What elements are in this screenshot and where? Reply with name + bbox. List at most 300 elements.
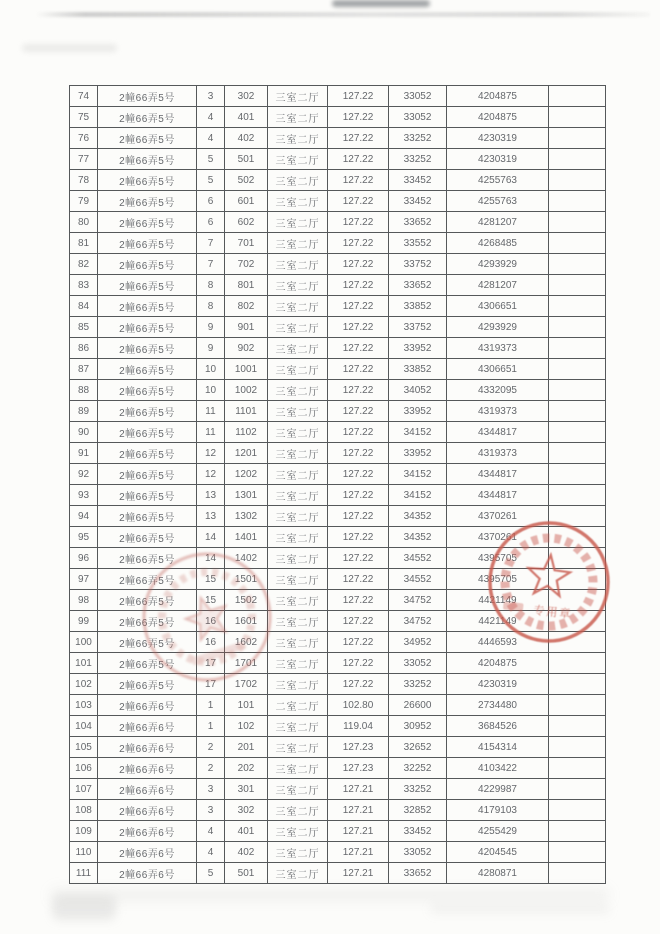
cell-unit-price: 30952	[389, 716, 447, 737]
cell-unit-address: 2幢66弄6号	[98, 821, 197, 842]
cell-total-price: 4229987	[447, 779, 549, 800]
cell-total-price: 4319373	[447, 443, 549, 464]
cell-room-number: 801	[225, 275, 268, 296]
cell-unit-price: 32252	[389, 758, 447, 779]
scan-bottom-mark	[430, 904, 610, 914]
cell-room-number: 1001	[225, 359, 268, 380]
cell-serial: 106	[70, 758, 98, 779]
cell-unit-price: 33752	[389, 317, 447, 338]
cell-remark	[549, 380, 606, 401]
table-row	[70, 128, 606, 149]
cell-floor: 15	[197, 590, 225, 611]
cell-unit-price: 34752	[389, 611, 447, 632]
cell-layout: 三室二厅	[268, 86, 328, 107]
cell-floor: 1	[197, 716, 225, 737]
cell-remark	[549, 506, 606, 527]
cell-remark	[549, 758, 606, 779]
cell-area-sqm: 127.22	[328, 86, 389, 107]
cell-total-price: 4255429	[447, 821, 549, 842]
cell-room-number: 1702	[225, 674, 268, 695]
cell-unit-price: 33052	[389, 653, 447, 674]
cell-total-price: 4293929	[447, 254, 549, 275]
cell-area-sqm: 127.21	[328, 821, 389, 842]
cell-serial: 74	[70, 86, 98, 107]
cell-remark	[549, 275, 606, 296]
cell-unit-address: 2幢66弄5号	[98, 107, 197, 128]
cell-floor: 8	[197, 296, 225, 317]
cell-serial: 89	[70, 401, 98, 422]
cell-serial: 105	[70, 737, 98, 758]
cell-room-number: 1601	[225, 611, 268, 632]
cell-unit-address: 2幢66弄5号	[98, 275, 197, 296]
cell-total-price: 4154314	[447, 737, 549, 758]
cell-serial: 111	[70, 863, 98, 884]
cell-unit-price: 32652	[389, 737, 447, 758]
cell-unit-price: 33452	[389, 821, 447, 842]
cell-floor: 7	[197, 233, 225, 254]
cell-room-number: 301	[225, 779, 268, 800]
cell-remark	[549, 401, 606, 422]
cell-layout: 三室二厅	[268, 548, 328, 569]
cell-layout: 三室二厅	[268, 128, 328, 149]
cell-room-number: 602	[225, 212, 268, 233]
cell-unit-price: 33252	[389, 128, 447, 149]
table-row	[70, 443, 606, 464]
cell-unit-price: 33952	[389, 338, 447, 359]
table-row	[70, 842, 606, 863]
cell-serial: 83	[70, 275, 98, 296]
cell-total-price: 4370261	[447, 506, 549, 527]
cell-room-number: 401	[225, 107, 268, 128]
cell-unit-address: 2幢66弄6号	[98, 737, 197, 758]
cell-layout: 三室二厅	[268, 842, 328, 863]
table-row	[70, 695, 606, 716]
cell-layout: 三室二厅	[268, 653, 328, 674]
cell-unit-address: 2幢66弄5号	[98, 548, 197, 569]
cell-floor: 5	[197, 170, 225, 191]
cell-total-price: 4230319	[447, 128, 549, 149]
cell-total-price: 3684526	[447, 716, 549, 737]
cell-serial: 96	[70, 548, 98, 569]
cell-room-number: 302	[225, 800, 268, 821]
cell-serial: 104	[70, 716, 98, 737]
scan-top-smudge	[332, 0, 430, 7]
cell-unit-price: 33952	[389, 443, 447, 464]
cell-area-sqm: 127.22	[328, 611, 389, 632]
cell-unit-address: 2幢66弄5号	[98, 485, 197, 506]
cell-serial: 101	[70, 653, 98, 674]
cell-layout: 三室二厅	[268, 233, 328, 254]
cell-floor: 13	[197, 485, 225, 506]
cell-serial: 79	[70, 191, 98, 212]
cell-unit-address: 2幢66弄5号	[98, 170, 197, 191]
cell-total-price: 4319373	[447, 401, 549, 422]
cell-area-sqm: 127.22	[328, 296, 389, 317]
cell-unit-address: 2幢66弄5号	[98, 422, 197, 443]
cell-remark	[549, 212, 606, 233]
cell-remark	[549, 737, 606, 758]
cell-room-number: 202	[225, 758, 268, 779]
cell-unit-price: 34152	[389, 464, 447, 485]
cell-total-price: 4344817	[447, 485, 549, 506]
cell-floor: 16	[197, 611, 225, 632]
cell-floor: 2	[197, 758, 225, 779]
cell-area-sqm: 127.23	[328, 737, 389, 758]
cell-layout: 三室二厅	[268, 821, 328, 842]
cell-unit-address: 2幢66弄5号	[98, 590, 197, 611]
cell-serial: 110	[70, 842, 98, 863]
table-row	[70, 800, 606, 821]
cell-area-sqm: 127.22	[328, 359, 389, 380]
table-row	[70, 401, 606, 422]
cell-unit-price: 34152	[389, 485, 447, 506]
cell-remark	[549, 338, 606, 359]
cell-floor: 6	[197, 191, 225, 212]
cell-total-price: 4268485	[447, 233, 549, 254]
cell-area-sqm: 127.22	[328, 548, 389, 569]
cell-total-price: 4103422	[447, 758, 549, 779]
table-row	[70, 338, 606, 359]
table-row	[70, 317, 606, 338]
cell-floor: 6	[197, 212, 225, 233]
cell-total-price: 4306651	[447, 296, 549, 317]
cell-total-price: 4306651	[447, 359, 549, 380]
cell-floor: 4	[197, 842, 225, 863]
cell-remark	[549, 359, 606, 380]
table-row	[70, 737, 606, 758]
cell-remark	[549, 695, 606, 716]
cell-unit-address: 2幢66弄5号	[98, 569, 197, 590]
cell-unit-address: 2幢66弄5号	[98, 653, 197, 674]
cell-layout: 三室二厅	[268, 590, 328, 611]
table-row	[70, 254, 606, 275]
cell-serial: 94	[70, 506, 98, 527]
cell-floor: 5	[197, 149, 225, 170]
cell-remark	[549, 821, 606, 842]
cell-unit-price: 34552	[389, 569, 447, 590]
cell-layout: 三室二厅	[268, 443, 328, 464]
cell-serial: 102	[70, 674, 98, 695]
cell-area-sqm: 127.22	[328, 422, 389, 443]
cell-remark	[549, 611, 606, 632]
table-row	[70, 653, 606, 674]
cell-unit-address: 2幢66弄5号	[98, 191, 197, 212]
cell-total-price: 4344817	[447, 464, 549, 485]
cell-area-sqm: 127.22	[328, 527, 389, 548]
cell-layout: 三室二厅	[268, 359, 328, 380]
cell-serial: 85	[70, 317, 98, 338]
cell-remark	[549, 422, 606, 443]
cell-room-number: 1401	[225, 527, 268, 548]
cell-total-price: 4370261	[447, 527, 549, 548]
table-row	[70, 212, 606, 233]
cell-floor: 3	[197, 800, 225, 821]
cell-layout: 三室二厅	[268, 338, 328, 359]
cell-area-sqm: 127.21	[328, 779, 389, 800]
table-row	[70, 233, 606, 254]
cell-room-number: 802	[225, 296, 268, 317]
cell-floor: 8	[197, 275, 225, 296]
cell-unit-address: 2幢66弄5号	[98, 296, 197, 317]
cell-total-price: 4293929	[447, 317, 549, 338]
cell-layout: 三室二厅	[268, 527, 328, 548]
table-row	[70, 632, 606, 653]
cell-serial: 99	[70, 611, 98, 632]
cell-room-number: 201	[225, 737, 268, 758]
cell-total-price: 4280871	[447, 863, 549, 884]
cell-serial: 87	[70, 359, 98, 380]
cell-total-price: 4204875	[447, 107, 549, 128]
cell-room-number: 1302	[225, 506, 268, 527]
cell-remark	[549, 464, 606, 485]
cell-area-sqm: 127.21	[328, 842, 389, 863]
cell-layout: 三室二厅	[268, 485, 328, 506]
cell-room-number: 401	[225, 821, 268, 842]
cell-unit-price: 33452	[389, 170, 447, 191]
cell-floor: 15	[197, 569, 225, 590]
cell-area-sqm: 127.22	[328, 170, 389, 191]
cell-layout: 三室二厅	[268, 254, 328, 275]
cell-remark	[549, 548, 606, 569]
cell-total-price: 2734480	[447, 695, 549, 716]
cell-unit-price: 34752	[389, 590, 447, 611]
cell-remark	[549, 443, 606, 464]
price-table	[69, 85, 606, 884]
cell-serial: 80	[70, 212, 98, 233]
cell-unit-price: 33252	[389, 779, 447, 800]
table-row	[70, 86, 606, 107]
cell-floor: 5	[197, 863, 225, 884]
cell-area-sqm: 127.21	[328, 800, 389, 821]
cell-floor: 10	[197, 359, 225, 380]
cell-area-sqm: 127.22	[328, 128, 389, 149]
table-row	[70, 527, 606, 548]
cell-floor: 1	[197, 695, 225, 716]
cell-room-number: 101	[225, 695, 268, 716]
cell-remark	[549, 149, 606, 170]
seal-caption: 专用章	[532, 604, 573, 621]
cell-serial: 77	[70, 149, 98, 170]
cell-remark	[549, 86, 606, 107]
cell-remark	[549, 569, 606, 590]
cell-unit-address: 2幢66弄5号	[98, 359, 197, 380]
cell-serial: 109	[70, 821, 98, 842]
cell-remark	[549, 107, 606, 128]
cell-serial: 86	[70, 338, 98, 359]
cell-floor: 12	[197, 464, 225, 485]
cell-room-number: 601	[225, 191, 268, 212]
table-row	[70, 296, 606, 317]
cell-floor: 16	[197, 632, 225, 653]
cell-remark	[549, 233, 606, 254]
cell-remark	[549, 191, 606, 212]
table-row	[70, 569, 606, 590]
cell-serial: 108	[70, 800, 98, 821]
cell-area-sqm: 102.80	[328, 695, 389, 716]
cell-area-sqm: 127.22	[328, 674, 389, 695]
cell-unit-price: 34352	[389, 527, 447, 548]
cell-room-number: 102	[225, 716, 268, 737]
cell-room-number: 1002	[225, 380, 268, 401]
cell-serial: 78	[70, 170, 98, 191]
cell-unit-price: 33252	[389, 674, 447, 695]
cell-serial: 76	[70, 128, 98, 149]
cell-layout: 三室二厅	[268, 569, 328, 590]
cell-remark	[549, 842, 606, 863]
cell-layout: 三室二厅	[268, 212, 328, 233]
cell-unit-price: 34052	[389, 380, 447, 401]
cell-layout: 三室二厅	[268, 737, 328, 758]
table-row	[70, 590, 606, 611]
scan-edge-shadow	[35, 12, 650, 17]
cell-total-price: 4255763	[447, 191, 549, 212]
cell-remark	[549, 527, 606, 548]
table-row	[70, 485, 606, 506]
table-row	[70, 275, 606, 296]
cell-total-price: 4421149	[447, 611, 549, 632]
cell-unit-address: 2幢66弄6号	[98, 779, 197, 800]
cell-area-sqm: 127.22	[328, 317, 389, 338]
cell-layout: 三室二厅	[268, 611, 328, 632]
cell-unit-price: 33652	[389, 212, 447, 233]
cell-serial: 84	[70, 296, 98, 317]
cell-unit-price: 33052	[389, 107, 447, 128]
cell-unit-price: 33852	[389, 359, 447, 380]
cell-unit-address: 2幢66弄5号	[98, 527, 197, 548]
cell-unit-price: 26600	[389, 695, 447, 716]
cell-layout: 三室二厅	[268, 464, 328, 485]
cell-area-sqm: 127.22	[328, 569, 389, 590]
cell-remark	[549, 653, 606, 674]
cell-serial: 75	[70, 107, 98, 128]
table-row	[70, 107, 606, 128]
cell-area-sqm: 119.04	[328, 716, 389, 737]
cell-layout: 三室二厅	[268, 758, 328, 779]
cell-room-number: 1102	[225, 422, 268, 443]
cell-remark	[549, 485, 606, 506]
cell-floor: 14	[197, 527, 225, 548]
cell-area-sqm: 127.22	[328, 233, 389, 254]
cell-total-price: 4344817	[447, 422, 549, 443]
cell-unit-address: 2幢66弄5号	[98, 212, 197, 233]
table-row	[70, 170, 606, 191]
cell-area-sqm: 127.22	[328, 338, 389, 359]
cell-unit-price: 33052	[389, 86, 447, 107]
cell-unit-address: 2幢66弄5号	[98, 149, 197, 170]
cell-room-number: 402	[225, 842, 268, 863]
cell-room-number: 502	[225, 170, 268, 191]
cell-unit-address: 2幢66弄5号	[98, 611, 197, 632]
cell-remark	[549, 863, 606, 884]
cell-layout: 三室二厅	[268, 317, 328, 338]
cell-room-number: 501	[225, 863, 268, 884]
cell-area-sqm: 127.22	[328, 653, 389, 674]
cell-unit-price: 34552	[389, 548, 447, 569]
cell-layout: 三室二厅	[268, 716, 328, 737]
cell-room-number: 1202	[225, 464, 268, 485]
cell-serial: 95	[70, 527, 98, 548]
cell-unit-address: 2幢66弄5号	[98, 254, 197, 275]
cell-unit-address: 2幢66弄6号	[98, 863, 197, 884]
cell-unit-address: 2幢66弄5号	[98, 338, 197, 359]
cell-remark	[549, 128, 606, 149]
cell-total-price: 4179103	[447, 800, 549, 821]
cell-unit-address: 2幢66弄6号	[98, 800, 197, 821]
table-row	[70, 863, 606, 884]
scan-bottom-smudge	[52, 896, 116, 920]
cell-area-sqm: 127.22	[328, 191, 389, 212]
cell-layout: 三室二厅	[268, 779, 328, 800]
cell-serial: 90	[70, 422, 98, 443]
scan-faint-mark	[22, 44, 117, 52]
table-row	[70, 758, 606, 779]
cell-unit-price: 33452	[389, 191, 447, 212]
cell-floor: 4	[197, 821, 225, 842]
cell-remark	[549, 317, 606, 338]
cell-area-sqm: 127.22	[328, 464, 389, 485]
cell-room-number: 1602	[225, 632, 268, 653]
cell-total-price: 4230319	[447, 149, 549, 170]
cell-unit-address: 2幢66弄5号	[98, 233, 197, 254]
table-row	[70, 506, 606, 527]
cell-serial: 88	[70, 380, 98, 401]
cell-floor: 9	[197, 317, 225, 338]
cell-area-sqm: 127.23	[328, 758, 389, 779]
cell-layout: 三室二厅	[268, 191, 328, 212]
cell-area-sqm: 127.22	[328, 380, 389, 401]
cell-serial: 93	[70, 485, 98, 506]
cell-unit-address: 2幢66弄5号	[98, 128, 197, 149]
cell-layout: 三室二厅	[268, 275, 328, 296]
cell-unit-price: 33052	[389, 842, 447, 863]
cell-floor: 17	[197, 674, 225, 695]
table-row	[70, 149, 606, 170]
cell-layout: 三室二厅	[268, 506, 328, 527]
cell-room-number: 501	[225, 149, 268, 170]
cell-remark	[549, 296, 606, 317]
cell-room-number: 1501	[225, 569, 268, 590]
cell-unit-address: 2幢66弄5号	[98, 86, 197, 107]
table-row	[70, 779, 606, 800]
cell-total-price: 4281207	[447, 212, 549, 233]
table-row	[70, 191, 606, 212]
table-row	[70, 464, 606, 485]
table-row	[70, 716, 606, 737]
cell-layout: 三室二厅	[268, 800, 328, 821]
cell-layout: 三室二厅	[268, 107, 328, 128]
cell-unit-price: 33752	[389, 254, 447, 275]
cell-total-price: 4319373	[447, 338, 549, 359]
cell-serial: 81	[70, 233, 98, 254]
cell-unit-price: 34952	[389, 632, 447, 653]
cell-room-number: 1301	[225, 485, 268, 506]
cell-unit-price: 33552	[389, 233, 447, 254]
cell-unit-price: 33852	[389, 296, 447, 317]
cell-floor: 2	[197, 737, 225, 758]
cell-serial: 91	[70, 443, 98, 464]
cell-area-sqm: 127.22	[328, 107, 389, 128]
cell-layout: 三室二厅	[268, 401, 328, 422]
cell-total-price: 4332095	[447, 380, 549, 401]
cell-remark	[549, 254, 606, 275]
cell-area-sqm: 127.22	[328, 485, 389, 506]
cell-remark	[549, 590, 606, 611]
cell-room-number: 701	[225, 233, 268, 254]
cell-serial: 82	[70, 254, 98, 275]
cell-layout: 三室二厅	[268, 149, 328, 170]
cell-total-price: 4281207	[447, 275, 549, 296]
cell-layout: 三室二厅	[268, 170, 328, 191]
